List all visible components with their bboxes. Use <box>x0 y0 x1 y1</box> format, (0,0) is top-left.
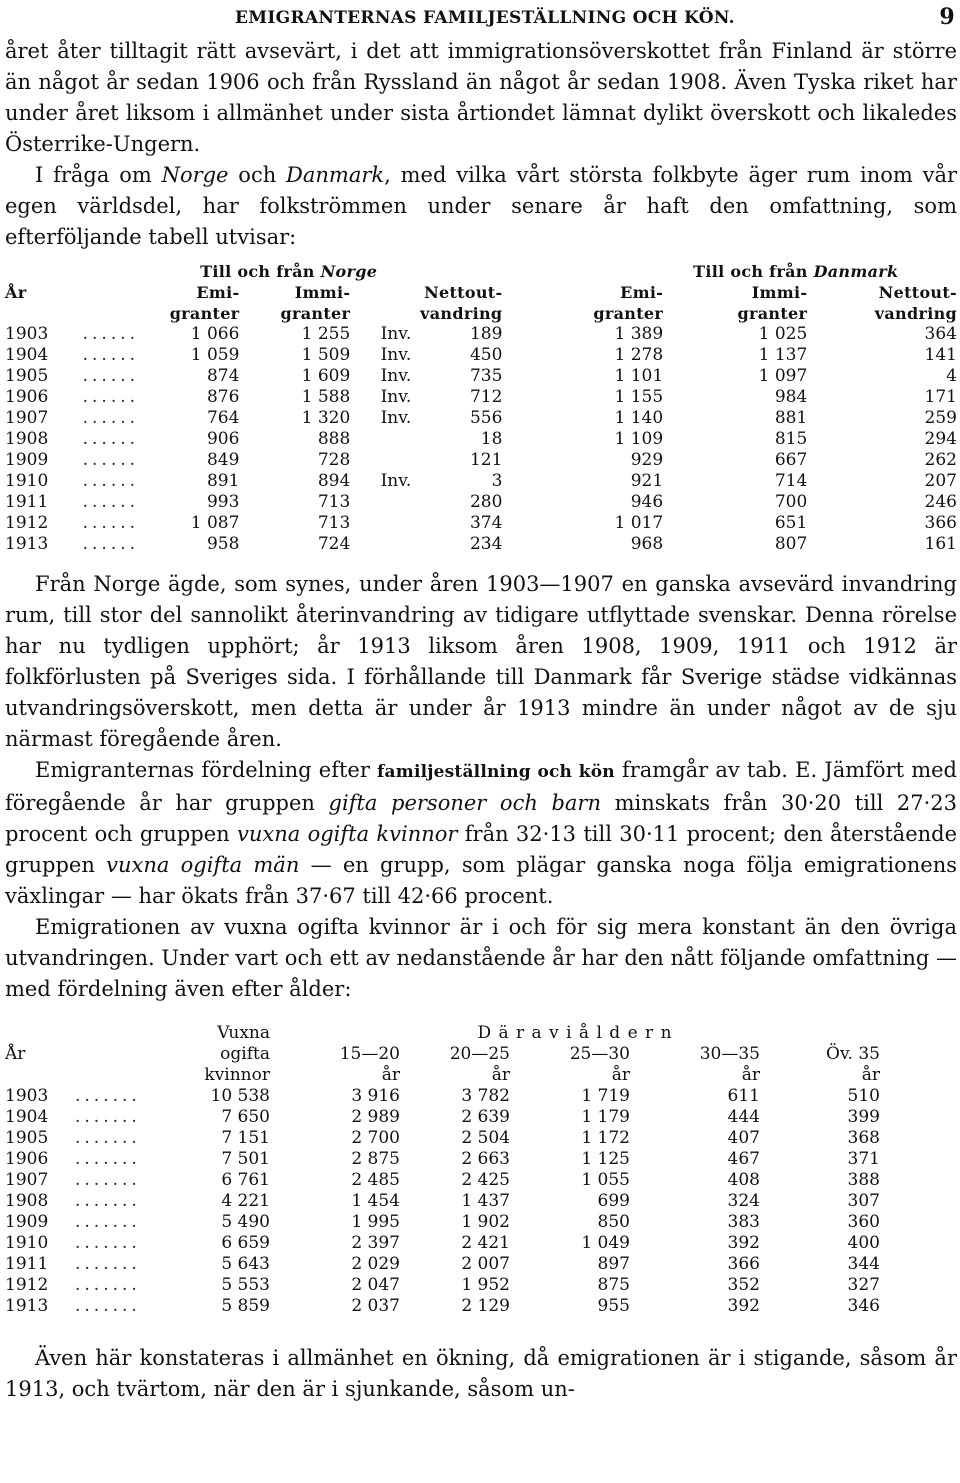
col-n-immi-2: granter <box>280 304 351 323</box>
norge-inv-cell <box>350 513 411 534</box>
norge-emi-cell: 1 059 <box>190 345 240 365</box>
age-15-20-cell: 2 029 <box>351 1254 400 1274</box>
leader-dots: ...... <box>82 492 140 512</box>
col-total-2: ogifta <box>220 1044 270 1064</box>
age-over-35-cell: 344 <box>847 1254 880 1274</box>
age-over-35-cell: 368 <box>847 1128 880 1148</box>
table-1-body <box>5 324 957 555</box>
spacer-cell <box>880 1149 957 1170</box>
danmark-net-cell: 366 <box>924 513 957 533</box>
danmark-immi-cell: 700 <box>774 492 808 512</box>
year-cell: 1913 <box>5 1296 49 1316</box>
table-row <box>5 492 957 513</box>
spacer-cell <box>880 1212 957 1233</box>
age-over-35-cell: 510 <box>847 1086 880 1106</box>
paragraph-1b-text-1: I fråga om <box>35 163 162 187</box>
table-row <box>5 1149 957 1170</box>
age-20-25-cell: 2 639 <box>461 1107 510 1127</box>
paragraph-3-text-1: Emigranternas fördelning efter <box>35 758 378 782</box>
age-15-20-cell: 2 485 <box>351 1170 400 1190</box>
women-age-table <box>5 1023 957 1317</box>
leader-dots: ...... <box>82 471 140 491</box>
table-row <box>5 324 957 345</box>
age-30-35-cell: 324 <box>727 1191 760 1211</box>
age-15-20-cell: 3 916 <box>351 1086 400 1106</box>
danmark-immi-cell: 651 <box>774 513 808 533</box>
norge-emi-cell: 874 <box>206 366 240 386</box>
table-row <box>5 1275 957 1296</box>
leader-dots: ...... <box>82 450 140 470</box>
table-2-body <box>5 1086 957 1317</box>
norge-immi-cell: 894 <box>317 471 351 491</box>
year-cell: 1910 <box>5 471 49 491</box>
year-cell: 1913 <box>5 534 49 554</box>
age-30-35-cell: 392 <box>727 1296 760 1316</box>
table-2-header-3 <box>5 1065 957 1086</box>
norge-net-cell: 121 <box>469 450 503 470</box>
age-20-25-cell: 3 782 <box>461 1086 510 1106</box>
table-row <box>5 1254 957 1275</box>
italic-vuxna-ogifta-kvinnor: vuxna ogifta kvinnor <box>236 822 458 846</box>
danmark-net-cell: 171 <box>924 387 957 407</box>
norge-emi-cell: 958 <box>206 534 240 554</box>
spacer-cell <box>880 1107 957 1128</box>
norge-immi-cell: 888 <box>317 429 351 449</box>
unit-3: år <box>611 1065 630 1085</box>
leader-dots: ....... <box>75 1107 141 1127</box>
running-title: EMIGRANTERNAS FAMILJESTÄLLNING OCH KÖN. <box>235 8 735 28</box>
unit-5: år <box>861 1065 880 1085</box>
age-over-35-cell: 400 <box>847 1233 880 1253</box>
age-25-30-cell: 699 <box>597 1191 630 1211</box>
age-20-25-cell: 2 663 <box>461 1149 510 1169</box>
norge-emi-cell: 764 <box>206 408 240 428</box>
total-cell: 4 221 <box>221 1191 270 1211</box>
danmark-emi-cell: 1 017 <box>614 513 664 533</box>
norge-immi-cell: 1 588 <box>301 387 351 407</box>
norge-emi-cell: 906 <box>206 429 240 449</box>
age-15-20-cell: 2 397 <box>351 1233 400 1253</box>
norge-immi-cell: 1 609 <box>301 366 351 386</box>
year-cell: 1909 <box>5 1212 49 1232</box>
danmark-immi-cell: 1 025 <box>758 324 808 344</box>
unit-4: år <box>741 1065 760 1085</box>
table-row <box>5 1233 957 1254</box>
total-cell: 6 761 <box>221 1170 270 1190</box>
age-25-30-cell: 1 719 <box>581 1086 630 1106</box>
norge-net-cell: 280 <box>469 492 503 512</box>
age-over-35-cell: 346 <box>847 1296 880 1316</box>
leader-dots: ...... <box>82 345 140 365</box>
spacer-cell <box>880 1191 957 1212</box>
col-n-emi-2: granter <box>169 304 240 323</box>
table-row <box>5 1212 957 1233</box>
col-year-2: År <box>5 1044 26 1064</box>
table-row <box>5 345 957 366</box>
leader-dots: ....... <box>75 1212 141 1232</box>
norge-immi-cell: 724 <box>317 534 351 554</box>
norge-immi-cell: 1 509 <box>301 345 351 365</box>
paragraph-3-text-4: från 32·13 till 30·11 procent; den återstående gruppen <box>5 822 958 877</box>
danmark-immi-cell: 714 <box>774 471 808 491</box>
danmark-immi-cell: 667 <box>774 450 808 470</box>
norge-net-cell: 450 <box>469 345 503 365</box>
year-cell: 1912 <box>5 513 49 533</box>
table-row <box>5 1296 957 1317</box>
table-row <box>5 513 957 534</box>
danmark-net-cell: 141 <box>924 345 957 365</box>
danmark-immi-cell: 984 <box>774 387 808 407</box>
age-25-30-cell: 1 179 <box>581 1107 630 1127</box>
age-15-20-cell: 2 047 <box>351 1275 400 1295</box>
table-row <box>5 1086 957 1107</box>
unit-2: år <box>491 1065 510 1085</box>
col-d-emi-2: granter <box>593 304 664 323</box>
age-over-35-cell: 371 <box>847 1149 880 1169</box>
table-2-header-1 <box>5 1023 957 1044</box>
year-cell: 1907 <box>5 1170 49 1190</box>
total-cell: 5 490 <box>221 1212 270 1232</box>
danmark-immi-cell: 1 097 <box>758 366 808 386</box>
norge-net-cell: 712 <box>469 387 503 407</box>
leader-dots: ....... <box>75 1275 141 1295</box>
col-age-over-35: Öv. 35 <box>826 1044 880 1064</box>
age-over-35-cell: 360 <box>847 1212 880 1232</box>
age-over-35-cell: 327 <box>847 1275 880 1295</box>
paragraph-1b <box>5 160 957 253</box>
age-25-30-cell: 1 055 <box>581 1170 630 1190</box>
danmark-emi-cell: 1 389 <box>614 324 664 344</box>
total-cell: 6 659 <box>221 1233 270 1253</box>
norge-net-cell: 189 <box>469 324 503 344</box>
norge-emi-cell: 1 087 <box>190 513 240 533</box>
col-n-immi: Immi- <box>294 283 351 302</box>
age-25-30-cell: 1 049 <box>581 1233 630 1253</box>
danmark-immi-cell: 1 137 <box>758 345 808 365</box>
leader-dots: ....... <box>75 1254 141 1274</box>
norge-inv-cell <box>350 492 411 513</box>
danmark-emi-cell: 1 155 <box>614 387 664 407</box>
paragraph-3-text-3: minskats från 30·20 till 27·23 procent och gruppen <box>5 791 958 846</box>
age-15-20-cell: 2 700 <box>351 1128 400 1148</box>
col-d-immi: Immi- <box>751 283 808 302</box>
danmark-immi-cell: 815 <box>774 429 808 449</box>
norge-inv-cell <box>350 534 411 555</box>
paragraph-5 <box>5 1343 957 1405</box>
danmark-emi-cell: 968 <box>630 534 664 554</box>
age-30-35-cell: 383 <box>727 1212 760 1232</box>
age-20-25-cell: 1 952 <box>461 1275 510 1295</box>
norge-emi-cell: 849 <box>206 450 240 470</box>
danmark-immi-cell: 807 <box>774 534 808 554</box>
age-20-25-cell: 2 504 <box>461 1128 510 1148</box>
leader-dots: ...... <box>82 387 140 407</box>
spacer-cell <box>880 1086 957 1107</box>
danmark-net-cell: 4 <box>946 366 957 386</box>
year-cell: 1903 <box>5 1086 49 1106</box>
age-30-35-cell: 467 <box>727 1149 760 1169</box>
emphasis-familjestallning: familjeställning och kön <box>377 762 615 782</box>
spacer-cell <box>880 1254 957 1275</box>
table-row <box>5 429 957 450</box>
norway-denmark-table <box>5 261 957 555</box>
paragraph-3-text-5: — en grupp, som plägar ganska noga följa emigrationens växlingar — har ökats från 37·67 till 42·66 procent. <box>5 853 957 908</box>
running-header <box>5 0 957 36</box>
norge-emi-cell: 1 066 <box>190 324 240 344</box>
norge-immi-cell: 713 <box>317 492 351 512</box>
danmark-emi-cell: 1 101 <box>614 366 664 386</box>
year-cell: 1905 <box>5 1128 49 1148</box>
danmark-net-cell: 246 <box>924 492 957 512</box>
italic-vuxna-ogifta-man: vuxna ogifta män <box>106 853 300 877</box>
unit-1: år <box>381 1065 400 1085</box>
col-age-15-20: 15—20 <box>339 1044 400 1064</box>
age-25-30-cell: 850 <box>597 1212 630 1232</box>
age-20-25-cell: 2 129 <box>461 1296 510 1316</box>
paragraph-2 <box>5 569 957 755</box>
year-cell: 1911 <box>5 1254 49 1274</box>
leader-dots: ....... <box>75 1191 141 1211</box>
col-age-25-30: 25—30 <box>569 1044 630 1064</box>
spacer-cell <box>880 1296 957 1317</box>
document-page <box>5 0 957 1405</box>
age-25-30-cell: 1 125 <box>581 1149 630 1169</box>
year-cell: 1909 <box>5 450 49 470</box>
norge-net-cell: 556 <box>469 408 503 428</box>
table-row <box>5 1128 957 1149</box>
age-15-20-cell: 1 995 <box>351 1212 400 1232</box>
danmark-net-cell: 262 <box>924 450 957 470</box>
age-25-30-cell: 875 <box>597 1275 630 1295</box>
norge-immi-cell: 713 <box>317 513 351 533</box>
danmark-italic: Danmark <box>286 163 385 187</box>
age-20-25-cell: 2 007 <box>461 1254 510 1274</box>
age-30-35-cell: 408 <box>727 1170 760 1190</box>
col-d-immi-2: granter <box>737 304 808 323</box>
norge-emi-cell: 993 <box>206 492 240 512</box>
group-danmark-prefix: Till och från <box>693 262 814 281</box>
col-age-20-25: 20—25 <box>449 1044 510 1064</box>
col-n-emi: Emi- <box>196 283 240 302</box>
total-cell: 7 151 <box>221 1128 270 1148</box>
norge-italic: Norge <box>161 163 229 187</box>
danmark-immi-cell: 881 <box>774 408 808 428</box>
year-cell: 1906 <box>5 387 49 407</box>
table-row <box>5 1191 957 1212</box>
norge-immi-cell: 1 320 <box>301 408 351 428</box>
age-30-35-cell: 611 <box>727 1086 760 1106</box>
norge-immi-cell: 1 255 <box>301 324 351 344</box>
age-30-35-cell: 352 <box>727 1275 760 1295</box>
leader-dots: ....... <box>75 1233 141 1253</box>
norge-net-cell: 374 <box>469 513 503 533</box>
group-header-danmark <box>663 261 957 282</box>
norge-inv-cell: Inv. <box>380 366 412 386</box>
norge-inv-cell: Inv. <box>380 345 412 365</box>
danmark-net-cell: 207 <box>924 471 957 491</box>
col-n-net-2: vandring <box>420 304 503 323</box>
norge-inv-cell: Inv. <box>380 408 412 428</box>
paragraph-4 <box>5 912 957 1005</box>
year-cell: 1904 <box>5 1107 49 1127</box>
year-cell: 1910 <box>5 1233 49 1253</box>
paragraph-4-text: Emigrationen av vuxna ogifta kvinnor är i och för sig mera konstant än den övriga utvandringen. Under vart och ett av nedanstående år har den nått följande omfattning — med fördelning även efter ålder: <box>5 915 957 1001</box>
col-d-emi: Emi- <box>620 283 664 302</box>
col-d-net: Nettout- <box>878 283 957 302</box>
danmark-emi-cell: 929 <box>630 450 664 470</box>
age-15-20-cell: 1 454 <box>351 1191 400 1211</box>
danmark-net-cell: 294 <box>924 429 957 449</box>
spacer-cell <box>880 1233 957 1254</box>
year-cell: 1903 <box>5 324 49 344</box>
paragraph-1a <box>5 36 957 160</box>
total-cell: 7 650 <box>221 1107 270 1127</box>
norge-net-cell: 18 <box>480 429 503 449</box>
table-row <box>5 387 957 408</box>
year-cell: 1908 <box>5 429 49 449</box>
danmark-net-cell: 259 <box>924 408 957 428</box>
group-danmark-name: Danmark <box>813 262 899 281</box>
danmark-net-cell: 364 <box>924 324 957 344</box>
total-cell: 5 553 <box>221 1275 270 1295</box>
norge-net-cell: 234 <box>469 534 503 554</box>
group-norge-name: Norge <box>320 262 378 281</box>
age-20-25-cell: 2 421 <box>461 1233 510 1253</box>
age-30-35-cell: 407 <box>727 1128 760 1148</box>
leader-dots: ...... <box>82 429 140 449</box>
leader-dots: ...... <box>82 324 140 344</box>
table-1-col-header-2 <box>5 303 957 324</box>
norge-inv-cell: Inv. <box>380 324 412 344</box>
norge-net-cell: 3 <box>491 471 503 491</box>
norge-immi-cell: 728 <box>317 450 351 470</box>
danmark-emi-cell: 946 <box>630 492 664 512</box>
leader-dots: ...... <box>82 513 140 533</box>
paragraph-3 <box>5 755 957 912</box>
col-age-30-35: 30—35 <box>699 1044 760 1064</box>
age-20-25-cell: 1 437 <box>461 1191 510 1211</box>
leader-dots: ...... <box>82 366 140 386</box>
age-25-30-cell: 1 172 <box>581 1128 630 1148</box>
age-30-35-cell: 366 <box>727 1254 760 1274</box>
table-row <box>5 471 957 492</box>
paragraph-1b-text-3: , med vilka vårt största folkbyte äger rum inom vår egen världsdel, har folkströmmen under senare år haft den omfattning, som efterföljande tabell utvisar: <box>5 163 958 249</box>
table-2-header-2 <box>5 1044 957 1065</box>
paragraph-5-text: Även här konstateras i allmänhet en ökning, då emigrationen är i stigande, såsom år 1913, och tvärtom, när den är i sjunkande, såsom un- <box>5 1346 957 1401</box>
age-30-35-cell: 392 <box>727 1233 760 1253</box>
italic-gifta-personer: gifta personer och barn <box>328 791 601 815</box>
age-over-35-cell: 388 <box>847 1170 880 1190</box>
total-cell: 5 643 <box>221 1254 270 1274</box>
age-30-35-cell: 444 <box>727 1107 760 1127</box>
age-20-25-cell: 1 902 <box>461 1212 510 1232</box>
total-cell: 10 538 <box>210 1086 270 1106</box>
year-cell: 1908 <box>5 1191 49 1211</box>
year-cell: 1906 <box>5 1149 49 1169</box>
leader-dots: ....... <box>75 1296 141 1316</box>
table-row <box>5 366 957 387</box>
danmark-emi-cell: 1 278 <box>614 345 664 365</box>
year-cell: 1911 <box>5 492 49 512</box>
group-header-norge <box>145 261 663 282</box>
year-cell: 1912 <box>5 1275 49 1295</box>
col-total-3: kvinnor <box>204 1065 270 1085</box>
year-cell: 1905 <box>5 366 49 386</box>
norge-inv-cell <box>350 429 411 450</box>
table-1-col-header-1 <box>5 282 957 303</box>
danmark-emi-cell: 921 <box>630 471 664 491</box>
norge-net-cell: 735 <box>469 366 503 386</box>
paragraph-1b-text-2: och <box>228 163 287 187</box>
spacer-cell <box>880 1170 957 1191</box>
year-cell: 1904 <box>5 345 49 365</box>
col-total-1: Vuxna <box>217 1023 270 1043</box>
norge-inv-cell: Inv. <box>380 471 412 491</box>
spacer-cell <box>880 1128 957 1149</box>
spacer-cell <box>880 1275 957 1296</box>
paragraph-3-text-2: framgår av tab. E. Jämfört med föregående år har gruppen <box>5 758 957 815</box>
table-row <box>5 1170 957 1191</box>
danmark-emi-cell: 1 140 <box>614 408 664 428</box>
table-row <box>5 1107 957 1128</box>
group-header-alder: D ä r a v i å l d e r n <box>477 1023 673 1043</box>
leader-dots: ...... <box>82 408 140 428</box>
norge-emi-cell: 876 <box>206 387 240 407</box>
paragraph-1a-text: året åter tilltagit rätt avsevärt, i det att immigrationsöverskottet från Finland är större än något år sedan 1906 och från Ryssland än något år sedan 1908. Även Tyska riket har under året liksom i allmänhet under sista årtiondet lämnat dylikt överskott och likaledes Österrike-Ungern. <box>5 39 957 156</box>
total-cell: 7 501 <box>221 1149 270 1169</box>
leader-dots: ....... <box>75 1170 141 1190</box>
age-25-30-cell: 955 <box>597 1296 630 1316</box>
table-1-group-header <box>5 261 957 282</box>
norge-emi-cell: 891 <box>206 471 240 491</box>
age-15-20-cell: 2 989 <box>351 1107 400 1127</box>
leader-dots: ....... <box>75 1128 141 1148</box>
age-15-20-cell: 2 875 <box>351 1149 400 1169</box>
age-20-25-cell: 2 425 <box>461 1170 510 1190</box>
total-cell: 5 859 <box>221 1296 270 1316</box>
group-norge-prefix: Till och från <box>200 262 321 281</box>
leader-dots: ...... <box>82 534 140 554</box>
col-year: År <box>5 283 27 302</box>
table-row <box>5 534 957 555</box>
leader-dots: ....... <box>75 1149 141 1169</box>
col-d-net-2: vandring <box>874 304 957 323</box>
danmark-emi-cell: 1 109 <box>614 429 664 449</box>
age-25-30-cell: 897 <box>597 1254 630 1274</box>
age-over-35-cell: 399 <box>847 1107 880 1127</box>
year-cell: 1907 <box>5 408 49 428</box>
danmark-net-cell: 161 <box>924 534 957 554</box>
age-15-20-cell: 2 037 <box>351 1296 400 1316</box>
leader-dots: ....... <box>75 1086 141 1106</box>
table-row <box>5 450 957 471</box>
col-n-net: Nettout- <box>424 283 503 302</box>
page-number: 9 <box>939 4 955 30</box>
norge-inv-cell: Inv. <box>380 387 412 407</box>
paragraph-2-text: Från Norge ägde, som synes, under åren 1903—1907 en ganska avsevärd invandring rum, till stor del sannolikt återinvandring av tidigare utflyttade svenskar. Denna rörelse har nu tydligen upphört; år 1913 liksom åren 1908, 1909, 1911 och 1912 är folkförlusten på Sveriges sida. I förhållande till Danmark får Sverige städse vidkännas utvandringsöverskott, men detta är under år 1913 mindre än under något av de sju närmast föregående åren. <box>5 572 957 751</box>
age-over-35-cell: 307 <box>847 1191 880 1211</box>
table-row <box>5 408 957 429</box>
norge-inv-cell <box>350 450 411 471</box>
